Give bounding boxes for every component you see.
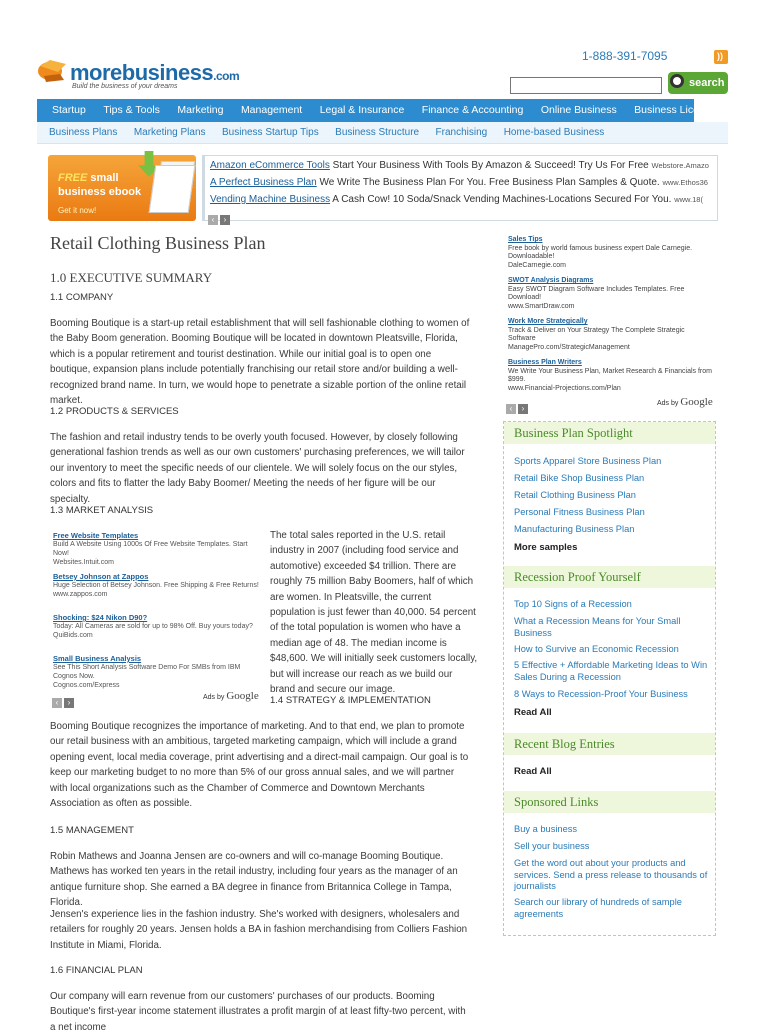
ebook-cta[interactable]: Get it now! — [58, 206, 97, 215]
inline-ad-title[interactable]: Small Business Analysis — [53, 654, 142, 663]
ads-by-label: Ads by — [657, 400, 679, 407]
sidebar-heading-spotlight: Business Plan Spotlight — [504, 422, 715, 444]
sidebar-ad-text: Free book by world famous business expert Dale Carnegie. Downloadable! — [508, 244, 693, 260]
paragraph-strategy: Booming Boutique recognizes the importance of marketing. And to that end, we plan to promote our retail business with an ambitious, targeted marketing campaign, which will include a grand opening event, local media coverage, print advertising and a direct-mail campaign. Our goal is to keep our marketing budget to no more than 5% of our gross annual sales, and we will partner with local organizations such as the Chamber of Commerce and Downtown Merchants Association as often as possible. — [50, 721, 469, 810]
top-ad — [210, 160, 709, 171]
sidebar-link[interactable]: Top 10 Signs of a Recession — [514, 599, 632, 609]
ads-by-google[interactable] — [203, 690, 259, 702]
paragraph-company: Booming Boutique is a start-up retail establishment that will sell fashionable clothing to women of the Baby Boom generation. Booming Boutique will be located in downtown Pleatsville, Florida, which is a popular retirement and tourist destination. While our initial goal is to open one boutique, expansion plans include potentially franchising our retail store and/or building a well-recognized brand name. In turn, we would hope to penetrate a sizable portion of the online retail market. — [50, 318, 470, 407]
ads-by-label: Ads by — [203, 694, 225, 701]
inline-ad-pager — [52, 692, 76, 707]
main-nav — [37, 99, 774, 122]
subnav-item-business-structure[interactable]: Business Structure — [335, 127, 420, 138]
top-ad-url[interactable]: www.Ethos36 — [662, 178, 708, 187]
sub-nav — [37, 122, 728, 144]
read-all-link[interactable]: Read All — [514, 766, 552, 777]
inline-ad-title[interactable]: Betsey Johnson at Zappos — [53, 572, 149, 581]
ebook-line2: business ebook — [58, 186, 142, 198]
nav-item-marketing[interactable]: Marketing — [177, 104, 224, 116]
sidebar-ad-title[interactable]: Sales Tips — [508, 236, 543, 243]
inline-ad-text: Today: All Cameras are sold for up to 98% Off. Buy yours today? — [53, 623, 253, 630]
sidebar-ad-title[interactable]: Work More Strategically — [508, 318, 588, 325]
nav-item-management[interactable]: Management — [240, 104, 303, 116]
section-heading-management: 1.5 MANAGEMENT — [50, 825, 134, 836]
prev-arrow-icon[interactable]: ‹ — [506, 404, 516, 414]
top-ad-text: We Write The Business Plan For You. Free Business Plan Samples & Quote. — [316, 177, 663, 188]
next-arrow-icon[interactable]: › — [64, 698, 74, 708]
sidebar-link[interactable]: Get the word out about your products and services. Send a press release to thousands of journalists — [514, 858, 708, 891]
section-heading-company: 1.1 COMPANY — [50, 292, 114, 303]
inline-ad-url[interactable]: www.zappos.com — [53, 591, 108, 598]
section-heading-strategy: 1.4 STRATEGY & IMPLEMENTATION — [270, 695, 431, 706]
nav-item-legal-insurance[interactable]: Legal & Insurance — [319, 104, 405, 116]
inline-ad — [53, 572, 263, 599]
top-ad — [210, 194, 703, 205]
paragraph-management-1: Robin Mathews and Joanna Jensen are co-owners and will co-manage Booming Boutique. Mathews has worked ten years in the retail industry, including four years as the manager of an antique furniture shop. She earned a BA degree in finance from Britannica College in Tampa, Florida. — [50, 851, 458, 909]
top-ad-text: Start Your Business With Tools By Amazon & Succeed! Try Us For Free — [329, 160, 652, 171]
sidebar-ad — [508, 236, 714, 270]
sidebar-link[interactable]: Sell your business — [514, 841, 590, 851]
sidebar-ad — [508, 277, 714, 311]
magnifier-icon — [670, 74, 684, 88]
sidebar-ad-pager — [506, 398, 530, 413]
inline-ad-title[interactable]: Free Website Templates — [53, 531, 139, 540]
sidebar-heading-sponsored: Sponsored Links — [504, 791, 715, 813]
subnav-item-startup-tips[interactable]: Business Startup Tips — [221, 127, 319, 138]
sidebar-ad — [508, 318, 714, 352]
sidebar-link[interactable]: What a Recession Means for Your Small Business — [514, 616, 681, 638]
top-ad-text: A Cash Cow! 10 Soda/Snack Vending Machines-Locations Secured For You. — [330, 194, 675, 205]
nav-item-business-more[interactable]: Busine — [741, 104, 774, 116]
sidebar-link[interactable]: Sports Apparel Store Business Plan — [514, 456, 662, 466]
sidebar-ad — [508, 359, 714, 393]
inline-ad — [53, 531, 263, 567]
logo-text: morebusiness — [70, 60, 214, 85]
sidebar-heading-recession: Recession Proof Yourself — [504, 566, 715, 588]
sidebar-ad-title[interactable]: Business Plan Writers — [508, 359, 582, 366]
sidebar-heading-blog: Recent Blog Entries — [504, 733, 715, 755]
book-icon — [149, 165, 196, 213]
inline-ad — [53, 654, 263, 690]
sidebar-ad-text: Track & Deliver on Your Strategy The Complete Strategic Software — [508, 326, 685, 342]
sidebar-link[interactable]: 8 Ways to Recession-Proof Your Business — [514, 689, 688, 699]
logo-icon — [36, 58, 70, 84]
top-ad-box — [202, 155, 718, 224]
sidebar-link[interactable]: Personal Fitness Business Plan — [514, 507, 645, 517]
sidebar-link[interactable]: How to Survive an Economic Recession — [514, 644, 679, 654]
search-input[interactable] — [510, 77, 662, 94]
prev-arrow-icon[interactable]: ‹ — [208, 215, 218, 225]
logo-tagline: Build the business of your dreams — [72, 83, 178, 90]
rss-icon[interactable]: )) — [714, 50, 728, 64]
sidebar-ad-title[interactable]: SWOT Analysis Diagrams — [508, 277, 594, 284]
sidebar-link[interactable]: 5 Effective + Affordable Marketing Ideas to Win Sales During a Recession — [514, 660, 708, 682]
phone-number[interactable]: 1-888-391-7095 — [582, 49, 668, 63]
search-button-label: search — [689, 77, 725, 89]
subnav-item-marketing-plans[interactable]: Marketing Plans — [133, 127, 206, 138]
inline-ad-url[interactable]: Cognos.com/Express — [53, 682, 120, 689]
section-heading-financial: 1.6 FINANCIAL PLAN — [50, 965, 143, 976]
top-ad-title[interactable]: A Perfect Business Plan — [210, 177, 317, 188]
sidebar-link[interactable]: Search our library of hundreds of sample agreements — [514, 897, 682, 919]
paragraph-management-2: Jensen's experience lies in the fashion industry. She's worked with designers, wholesalers and retailers for roughly 20 years. Jensen holds a BA in fashion merchandising from Colliers Fashion Institute in Miami, Florida. — [50, 909, 468, 951]
section-heading-market: 1.3 MARKET ANALYSIS — [50, 505, 154, 516]
sidebar-ad-url[interactable]: DaleCarnegie.com — [508, 261, 566, 269]
ebook-banner[interactable] — [48, 155, 196, 221]
more-samples-link[interactable]: More samples — [514, 542, 578, 553]
ads-by-google[interactable] — [657, 396, 713, 408]
sidebar-ad-text: Easy SWOT Diagram Software Includes Templates. Free Download! — [508, 285, 685, 301]
inline-ad-title[interactable]: Shocking: $24 Nikon D90? — [53, 613, 148, 622]
top-ad — [210, 177, 708, 188]
top-ad-title[interactable]: Amazon eCommerce Tools — [210, 160, 330, 171]
prev-arrow-icon[interactable]: ‹ — [52, 698, 62, 708]
inline-ad-url[interactable]: Websites.Intuit.com — [53, 559, 114, 566]
ads-by-brand: Google — [680, 396, 713, 408]
nav-item-business-licensing[interactable]: Business Licensing — [634, 104, 725, 116]
inline-ad-text: See This Short Analysis Software Demo For SMBs from IBM Cognos Now. — [53, 664, 241, 680]
inline-ad-url[interactable]: QuiBids.com — [53, 632, 93, 639]
sidebar-link[interactable]: Retail Clothing Business Plan — [514, 490, 636, 500]
sidebar-ad-url[interactable]: www.Financial-Projections.com/Plan — [508, 384, 621, 392]
subnav-item-home-based[interactable]: Home-based Business — [503, 127, 605, 138]
next-arrow-icon[interactable]: › — [518, 404, 528, 414]
section-heading-executive-summary: 1.0 EXECUTIVE SUMMARY — [50, 270, 213, 285]
nav-item-finance-accounting[interactable]: Finance & Accounting — [421, 104, 524, 116]
nav-item-online-business[interactable]: Online Business — [540, 104, 617, 116]
read-all-link[interactable]: Read All — [514, 707, 552, 718]
inline-ad-text: Huge Selection of Betsey Johnson. Free Shipping & Free Returns! — [53, 582, 259, 589]
search-button[interactable] — [668, 72, 728, 94]
paragraph-market: The total sales reported in the U.S. retail industry in 2007 (including food service and automotive) exceeded $4 trillion. There are roughly 75 million Baby Boomers, half of which are women. In Pleatsville, the current population is just fewer than 40,000. 54 percent of the total population is women who have a median age of 48. The median income is $48,600. We will initially seek customers locally, but will increase our reach as we build our brand and secure our image. — [270, 530, 478, 696]
next-arrow-icon[interactable]: › — [220, 215, 230, 225]
top-ad-url[interactable]: Webstore.Amazo — [651, 161, 709, 170]
ebook-line1: small — [87, 172, 119, 184]
paragraph-financial: Our company will earn revenue from our customers' purchases of our products. Booming Boutique's first-year income statement illustrates a profit margin of at least fifty-two percent, with a net income — [50, 991, 466, 1033]
ebook-free-label: FREE — [58, 172, 88, 184]
paragraph-products: The fashion and retail industry tends to be overly youth focused. However, by closely following generational fashion trends as well as our own customers' purchasing preferences, we will tailor our inventory to meet the specific needs of our clientele. We will solely focus on the our styles, colors and fits to flatter the lady Baby Boomer/ Meeting the needs of her figure will be our specialty. — [50, 432, 465, 505]
sidebar-ad-url[interactable]: ManagePro.com/StrategicManagement — [508, 343, 630, 351]
nav-item-startup[interactable]: Startup — [52, 104, 86, 116]
sidebar-ad-url[interactable]: www.SmartDraw.com — [508, 302, 575, 310]
section-heading-products: 1.2 PRODUCTS & SERVICES — [50, 406, 179, 417]
inline-ad-text: Build A Website Using 1000s Of Free Website Templates. Start Now! — [53, 541, 248, 557]
site-header — [0, 0, 768, 98]
subnav-item-business-plans[interactable]: Business Plans — [49, 127, 118, 138]
page-title: Retail Clothing Business Plan — [50, 233, 266, 253]
nav-item-tips-tools[interactable]: Tips & Tools — [103, 104, 160, 116]
sidebar-link[interactable]: Manufacturing Business Plan — [514, 524, 635, 534]
logo-suffix: .com — [213, 69, 240, 83]
subnav-item-franchising[interactable]: Franchising — [435, 127, 488, 138]
top-ad-title[interactable]: Vending Machine Business — [210, 194, 331, 205]
top-ad-url[interactable]: www.18( — [674, 195, 703, 204]
ads-by-brand: Google — [226, 690, 259, 702]
top-ad-pager — [208, 209, 232, 224]
inline-ad — [53, 613, 263, 640]
sidebar-ad-text: We Write Your Business Plan, Market Research & Financials from $999. — [508, 367, 712, 383]
sidebar-link[interactable]: Retail Bike Shop Business Plan — [514, 473, 645, 483]
sidebar-link[interactable]: Buy a business — [514, 824, 578, 834]
site-logo[interactable] — [36, 56, 246, 92]
